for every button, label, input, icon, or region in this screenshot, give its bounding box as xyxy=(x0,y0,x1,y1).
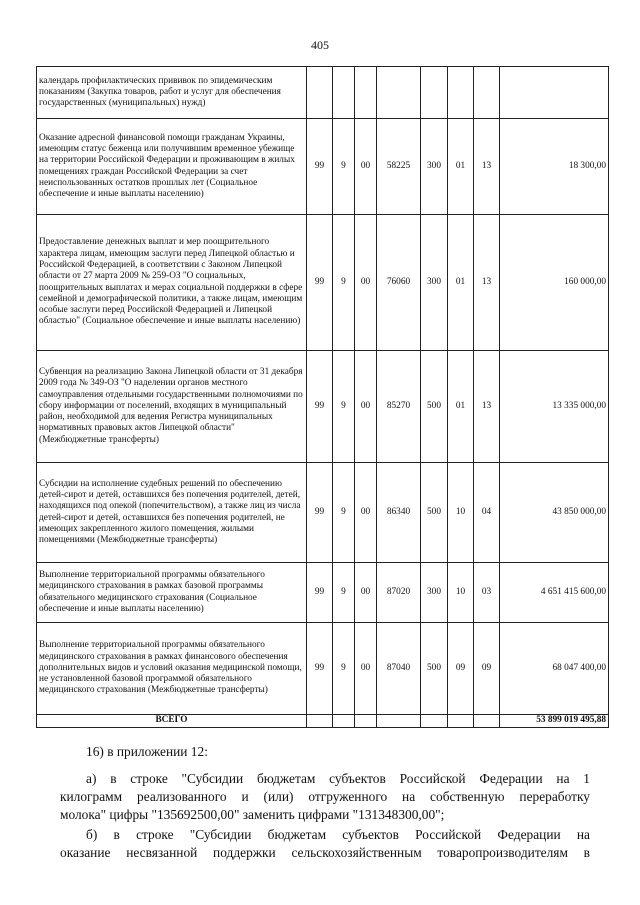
row-description: Субвенция на реализацию Закона Липецкой области от 31 декабря 2009 года № 349-ОЗ "О наделении органов местного самоуправления отдельными государственными полномочиями по сбору информации от поселений, входящих в муниципальный район, необходимой для ведения Регистра муниципальных нормативных правовых актов Липецкой области" (Межбюджетные трансферты) xyxy=(37,351,307,463)
paragraph-a-line-3: молока" цифры "135692500,00" заменить цифрами "131348300,00"; xyxy=(60,807,445,822)
row-amount: 68 047 400,00 xyxy=(500,623,609,715)
table-row xyxy=(37,67,609,119)
row-subsection-code: 09 xyxy=(474,623,500,715)
row-section-code: 10 xyxy=(448,563,474,623)
row-type-code: 500 xyxy=(421,623,448,715)
row-subprogram-code: 9 xyxy=(333,563,355,623)
row-section-code: 09 xyxy=(448,623,474,715)
row-description: календарь профилактических прививок по эпидемическим показаниям (Закупка товаров, работ и услуг для обеспечения государственных (муниципальных) нужд) xyxy=(37,67,307,119)
row-amount: 18 300,00 xyxy=(500,119,609,215)
row-description: Оказание адресной финансовой помощи гражданам Украины, имеющим статус беженца или получившим временное убежище на территории Российской Федерации и проживающим в жилых помещениях граждан Российской Федерации за счет неиспользованных остатков прошлых лет (Социальное обеспечение и иные выплаты населению) xyxy=(37,119,307,215)
row-type-code: 300 xyxy=(421,119,448,215)
row-expense-code xyxy=(377,67,421,119)
row-subsection-code: 13 xyxy=(474,119,500,215)
paragraph-a-line-2: килограмм реализованного и (или) отгруженного на собственную переработку xyxy=(60,789,590,804)
row-description: Субсидии на исполнение судебных решений по обеспечению детей-сирот и детей, оставшихся без попечения родителей, детей, находящихся под опекой (попечительством), а также лиц из числа детей-сирот и детей, оставшихся без попечения родителей, не имеющих закрепленного жилого помещения, жилыми помещениями (Межбюджетные трансферты) xyxy=(37,463,307,563)
paragraph-b-line-2: оказание несвязанной поддержки сельскохозяйственным товаропроизводителям в xyxy=(60,845,590,860)
row-program-code: 99 xyxy=(307,119,333,215)
row-subsection-code: 13 xyxy=(474,351,500,463)
row-expense-code: 58225 xyxy=(377,119,421,215)
budget-table xyxy=(36,66,609,728)
row-direction-code: 00 xyxy=(355,463,377,563)
row-description: Выполнение территориальной программы обязательного медицинского страхования в рамках базовой программы обязательного медицинского страхования (Социальное обеспечение и иные выплаты населению) xyxy=(37,563,307,623)
row-description: Предоставление денежных выплат и мер поощрительного характера лицам, имеющим заслуги перед Липецкой областью и Российской Федерацией, в соответствии с Законом Липецкой области от 27 марта 2009 № 259-ОЗ "О социальных, поощрительных выплатах и мерах социальной поддержки в сфере семейной и демографической политики, а также лицам, имеющим особые заслуги перед Российской Федерацией и Липецкой областью" (Социальное обеспечение и иные выплаты населению) xyxy=(37,215,307,351)
table-row xyxy=(37,215,609,351)
row-direction-code: 00 xyxy=(355,563,377,623)
row-amount: 13 335 000,00 xyxy=(500,351,609,463)
row-direction-code: 00 xyxy=(355,215,377,351)
page-number: 405 xyxy=(311,38,329,52)
table-row xyxy=(37,563,609,623)
row-direction-code xyxy=(355,67,377,119)
paragraph-a-line-1: а) в строке "Субсидии бюджетам субъектов Российской Федерации на 1 xyxy=(86,771,590,786)
row-direction-code: 00 xyxy=(355,351,377,463)
row-direction-code: 00 xyxy=(355,623,377,715)
row-expense-code: 87020 xyxy=(377,563,421,623)
row-expense-code: 87040 xyxy=(377,623,421,715)
paragraph-item-16: 16) в приложении 12: xyxy=(86,744,208,759)
row-amount: 160 000,00 xyxy=(500,215,609,351)
row-type-code: 500 xyxy=(421,463,448,563)
row-program-code: 99 xyxy=(307,623,333,715)
row-subsection-code: 04 xyxy=(474,463,500,563)
row-subprogram-code: 9 xyxy=(333,215,355,351)
total-row xyxy=(37,715,609,728)
table-row xyxy=(37,463,609,563)
row-subprogram-code xyxy=(333,67,355,119)
row-subprogram-code: 9 xyxy=(333,351,355,463)
row-expense-code: 86340 xyxy=(377,463,421,563)
row-subsection-code xyxy=(474,67,500,119)
row-type-code: 300 xyxy=(421,215,448,351)
row-program-code: 99 xyxy=(307,215,333,351)
table-row xyxy=(37,351,609,463)
row-subprogram-code: 9 xyxy=(333,463,355,563)
row-description: Выполнение территориальной программы обязательного медицинского страхования в рамках финансового обеспечения дополнительных видов и условий оказания медицинской помощи, не установленной базовой программой обязательного медицинского страхования (Межбюджетные трансферты) xyxy=(37,623,307,715)
row-section-code: 01 xyxy=(448,119,474,215)
row-section-code: 01 xyxy=(448,215,474,351)
row-subprogram-code: 9 xyxy=(333,119,355,215)
row-subprogram-code: 9 xyxy=(333,623,355,715)
row-subsection-code: 13 xyxy=(474,215,500,351)
row-type-code xyxy=(421,67,448,119)
row-type-code: 500 xyxy=(421,351,448,463)
row-amount: 43 850 000,00 xyxy=(500,463,609,563)
row-section-code xyxy=(448,67,474,119)
paragraph-b-line-1: б) в строке "Субсидии бюджетам субъектов Российской Федерации на xyxy=(86,827,590,842)
row-program-code: 99 xyxy=(307,563,333,623)
row-section-code: 10 xyxy=(448,463,474,563)
table-row xyxy=(37,119,609,215)
row-section-code: 01 xyxy=(448,351,474,463)
table-row xyxy=(37,623,609,715)
total-label: ВСЕГО xyxy=(37,715,307,728)
row-amount: 4 651 415 600,00 xyxy=(500,563,609,623)
row-expense-code: 76060 xyxy=(377,215,421,351)
row-program-code: 99 xyxy=(307,463,333,563)
row-amount xyxy=(500,67,609,119)
row-program-code xyxy=(307,67,333,119)
row-expense-code: 85270 xyxy=(377,351,421,463)
total-amount: 53 899 019 495,88 xyxy=(500,715,609,728)
row-type-code: 300 xyxy=(421,563,448,623)
row-direction-code: 00 xyxy=(355,119,377,215)
row-subsection-code: 03 xyxy=(474,563,500,623)
row-program-code: 99 xyxy=(307,351,333,463)
